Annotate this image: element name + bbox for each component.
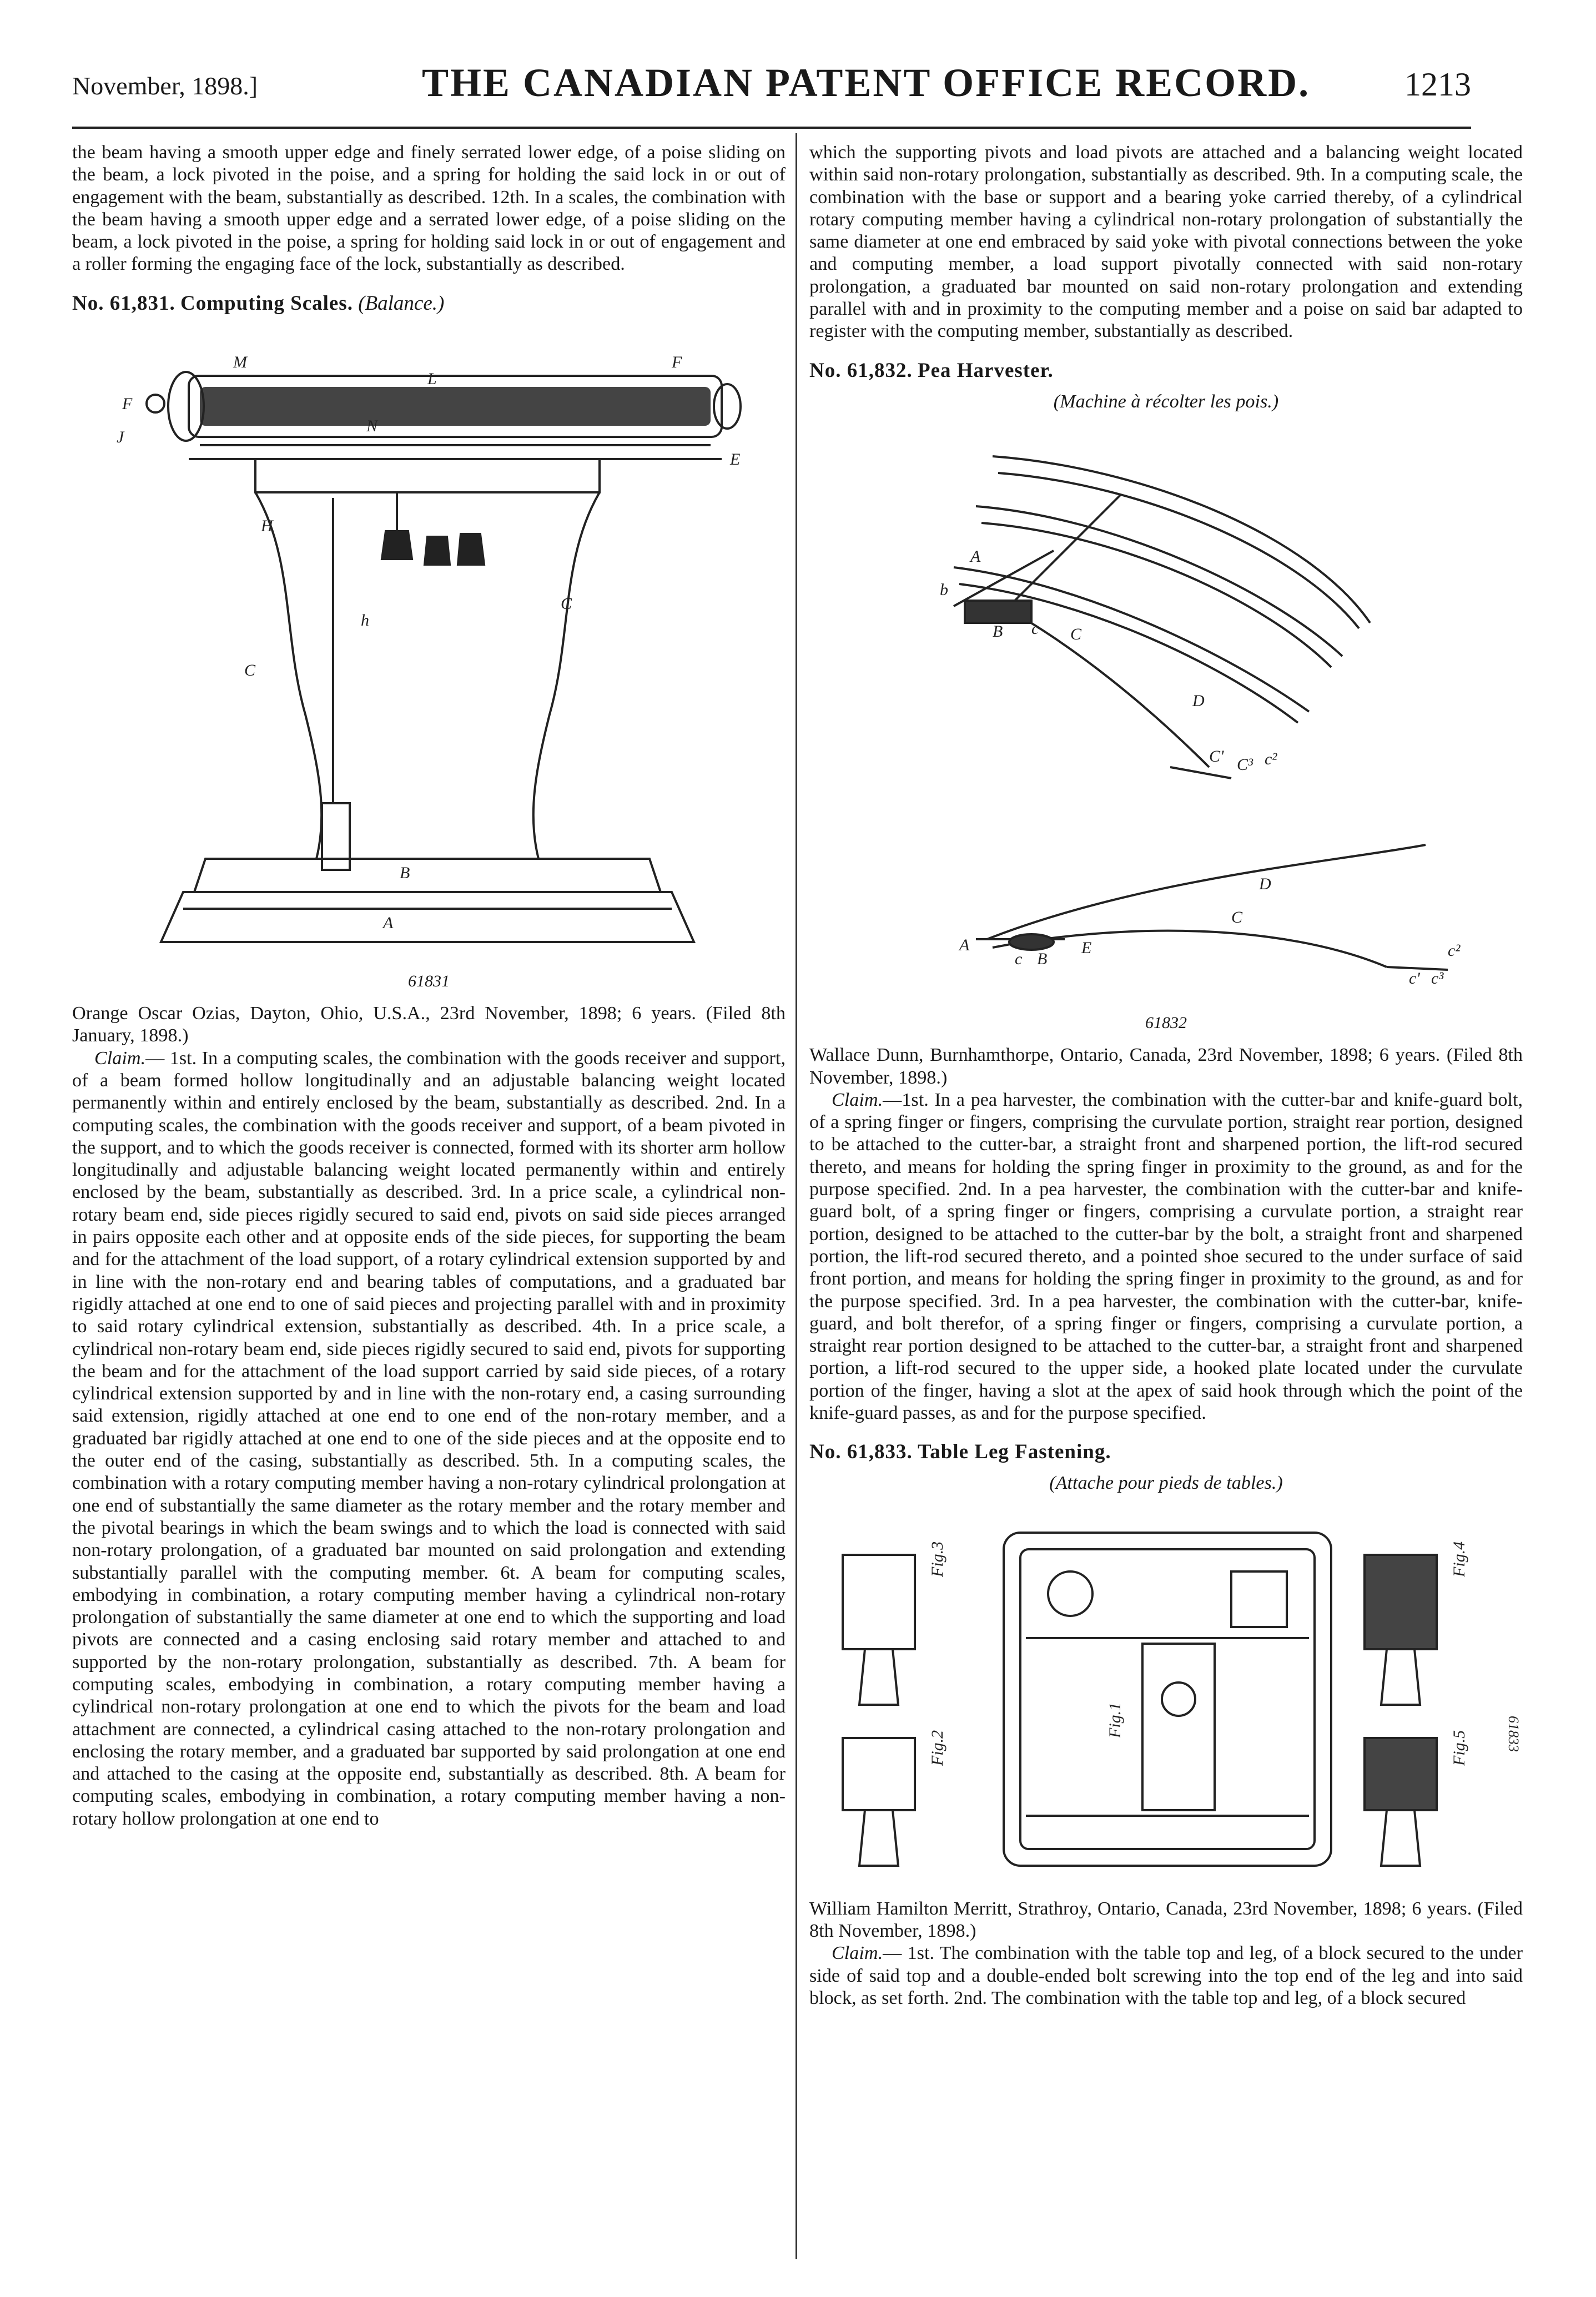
svg-text:E: E <box>1081 938 1092 957</box>
patent-number: No. 61,833. <box>809 1440 913 1464</box>
svg-text:c: c <box>1015 949 1023 968</box>
svg-text:C: C <box>244 661 256 679</box>
inventor-61832: Wallace Dunn, Burnhamthorpe, Ontario, Canada, 23rd November, 1898; 6 years. (Filed 8th November, 1898.) <box>809 1045 1523 1088</box>
svg-text:B: B <box>400 863 410 882</box>
claims-61832 <box>809 1089 1523 1424</box>
column-divider <box>796 133 797 2259</box>
header-date: November, 1898.] <box>72 72 258 100</box>
right-column <box>809 142 1523 2009</box>
svg-text:D: D <box>1259 874 1271 893</box>
svg-text:C³: C³ <box>1237 755 1253 774</box>
claims-61833 <box>809 1942 1523 2009</box>
svg-text:A: A <box>959 935 970 954</box>
fig-label-1: Fig.1 <box>1106 1702 1124 1738</box>
svg-text:J: J <box>117 427 124 446</box>
patent-heading-61832 <box>809 359 1523 383</box>
patent-title: Pea Harvester. <box>917 359 1054 382</box>
fig-label-2: Fig.2 <box>928 1730 946 1766</box>
continued-claim-text-right: which the supporting pivots and load pivots are attached and a balancing weight located within said non-rotary prolongation, substantially as described. 9th. In a computing scale, the combination with the base or support and a bearing yoke carried thereby, of a cylindrical rotary computing member having a cylindrical non-rotary prolongation of substantially the same diameter at one end embraced by said yoke with pivotal connections between the yoke and computing member, a load support pivotally connected with said non-rotary prolongation, a graduated bar mounted on said non-rotary prolongation and extending parallel with and in proximity to the computing member and a poise on said bar adapted to register with the computing member, substantially as described. <box>809 142 1523 342</box>
page-number: 1213 <box>1404 66 1471 103</box>
svg-text:B: B <box>993 622 1003 641</box>
svg-text:C: C <box>561 594 572 613</box>
fig-label-3: Fig.3 <box>928 1541 946 1577</box>
svg-text:A: A <box>970 547 981 566</box>
svg-text:N: N <box>366 416 378 435</box>
header-rule <box>72 127 1471 129</box>
claim-label: Claim. <box>94 1047 146 1069</box>
svg-text:M: M <box>233 352 247 371</box>
header-title: THE CANADIAN PATENT OFFICE RECORD. <box>422 61 1311 105</box>
figure-number-61832: 61832 <box>1145 1013 1187 1032</box>
svg-text:E: E <box>730 450 741 469</box>
left-column <box>72 142 786 1830</box>
claim-label: Claim. <box>832 1943 883 1964</box>
continued-claim-text: the beam having a smooth upper edge and finely serrated lower edge, of a poise sliding on the beam, a lock pivoted in the poise, and a spring for holding the said lock in or out of engagement with the beam, substantially as described. 12th. In a scales, the combination with the beam having a smooth upper edge and a serrated lower edge, of a poise sliding on the beam, a lock pivoted in the poise, a spring for holding said lock in or out of engagement and a roller forming the engaging face of the lock, substantially as described. <box>72 142 786 275</box>
claim-label: Claim. <box>832 1089 883 1110</box>
patent-title: Computing Scales. <box>180 291 353 315</box>
patent-french-title: (Attache pour pieds de tables.) <box>1049 1473 1283 1494</box>
svg-text:F: F <box>122 394 133 413</box>
svg-text:h: h <box>361 611 369 629</box>
svg-text:c': c' <box>1409 969 1420 988</box>
claim-text: — 1st. The combination with the table top and leg, of a block secured to the under side of said top and a double-ended bolt screwing into the top end of the leg and into said block, as set forth. 2nd. The combination with the table top and leg, of a block secured <box>809 1943 1523 2008</box>
claims-61831 <box>72 1047 786 1830</box>
patent-title: Table Leg Fastening. <box>917 1440 1111 1464</box>
svg-text:C': C' <box>1209 747 1224 765</box>
svg-text:c: c <box>1031 619 1039 638</box>
fig-label-5: Fig.5 <box>1450 1730 1468 1766</box>
svg-text:b: b <box>940 580 948 599</box>
claim-text: —1st. In a pea harvester, the combination with the cutter-bar and knife-guard bolt, of a spring finger or fingers, comprising the curvulate portion, straight rear portion, designed to be attached to the cutter-bar, a straight front and sharpened portion, the lift-rod secured thereto, and means for holding the spring finger in proximity to the ground, as and for the purpose specified. 2nd. In a pea harvester, the combination with the cutter-bar and knife-guard bolt, of a spring finger or fingers, comprising a curvulate portion, a straight rear portion, designed to be attached to the cutter-bar by the bolt, a straight front and sharpened portion, the lift-rod secured thereto, and a pointed shoe secured to the under surface of said front portion, and means for holding the spring finger in proximity to the ground, as and for the purpose specified. 3rd. In a pea harvester, the combination with the cutter-bar, knife-guard, and bolt therefor, of a spring finger or fingers, comprising a curvulate portion, a straight rear portion designed to be attached to the cutter-bar, a straight front and sharpened portion, a lift-rod secured to the upper side, a hooked plate located under the curvulate portion of the finger, having a slot at the apex of said hook through which the point of the knife-guard passes, as and for the purpose specified. <box>809 1089 1523 1424</box>
figure-number-61831: 61831 <box>408 971 450 990</box>
svg-text:c³: c³ <box>1431 969 1444 988</box>
figure-number-61833: 61833 <box>1506 1715 1522 1752</box>
patent-number: No. 61,832. <box>809 359 913 382</box>
svg-text:c²: c² <box>1265 749 1277 768</box>
patent-french-title: (Machine à récolter les pois.) <box>1053 391 1279 412</box>
figure-pea-harvester <box>809 423 1523 1034</box>
claim-text: — 1st. In a computing scales, the combination with the goods receiver and support, of a beam formed hollow longitudinally and an adjustable balancing weight located permanently within and entirely enclosed by the beam, substantially as described. 2nd. In a computing scales, the combination with the goods receiver and support, of a beam pivoted in the support, and to which the goods receiver is connected, formed with its shorter arm hollow longitudinally and adjustable balancing weight located permanently within and entirely enclosed by the beam, substantially as described. 3rd. In a price scale, a cylindrical non-rotary beam end, side pieces rigidly secured to said end, pivots on said side pieces arranged in pairs opposite each other and at opposite ends of the side pieces, for supporting the beam and for the attachment of the load support, of a rotary cylindrical extension supported by and in line with the non-rotary end and bearing tables of computations, and a graduated bar rigidly attached at one end to one of said pieces and projecting parallel with and in proximity to said rotary cylindrical extension, substantially as described. 4th. In a price scale, a cylindrical non-rotary beam end, side pieces rigidly secured to said end, pivots for supporting the beam and for the attachment of the load support carried by said side pieces, of a rotary cylindrical extension supported by and in line with the non-rotary end, a casing surrounding said extension, rigidly attached at one end to one end of the non-rotary member, and a graduated bar rigidly attached at one end to one of the side pieces and at the opposite end to the outer end of the casing, substantially as described. 5th. In a computing scales, the combination with a rotary computing member having a non-rotary cylindrical prolongation at one end of substantially the same diameter as the rotary member and the rotary member and the pivotal bearings in which the beam swings and to which the load is connected with said non-rotary prolongation, of a graduated bar mounted on said prolongation and extending substantially parallel with the computing member. 6t. A beam for computing scales, embodying in combination, a rotary computing member having a cylindrical non-rotary prolongation of substantially the same diameter at one end to which the supporting and load pivots are connected and a casing enclosing said rotary member and attached to and supported by the non-rotary prolongation, substantially as described. 7th. A beam for computing scales, embodying in combination, a rotary computing member having a cylindrical non-rotary prolongation at one end to which the pivots for the beam and load attachment are connected, a cylindrical casing attached to the non-rotary prolongation and enclosing the rotary member, and a graduated bar supported by said prolongation at one end and attached to the casing at the opposite end, substantially as described. 8th. A beam for computing scales, embodying in combination, a rotary computing member having a non-rotary hollow prolongation at one end to <box>72 1047 786 1829</box>
computing-scales-illustration <box>72 326 786 970</box>
figure-computing-scales <box>72 326 786 993</box>
patent-heading-61831 <box>72 291 786 316</box>
fig-label-4: Fig.4 <box>1450 1541 1468 1577</box>
figure-table-leg <box>809 1505 1523 1888</box>
page-header <box>72 56 1471 122</box>
svg-text:H: H <box>261 516 273 535</box>
inventor-61831: Orange Oscar Ozias, Dayton, Ohio, U.S.A., 23rd November, 1898; 6 years. (Filed 8th January, 1898.) <box>72 1003 786 1046</box>
svg-text:c²: c² <box>1448 941 1461 960</box>
patent-number: No. 61,831. <box>72 291 175 315</box>
pea-harvester-illustration <box>809 423 1523 1011</box>
patent-heading-61833 <box>809 1440 1523 1464</box>
svg-text:B: B <box>1037 949 1048 968</box>
inventor-61833: William Hamilton Merritt, Strathroy, Ontario, Canada, 23rd November, 1898; 6 years. (Filed 8th November, 1898.) <box>809 1898 1523 1941</box>
svg-text:D: D <box>1192 691 1205 710</box>
svg-text:C: C <box>1231 908 1243 926</box>
svg-text:A: A <box>383 913 394 932</box>
svg-text:F: F <box>672 352 682 371</box>
table-leg-illustration <box>809 1505 1523 1888</box>
patent-french-title: (Balance.) <box>358 291 445 315</box>
svg-text:C: C <box>1070 624 1082 643</box>
svg-text:L: L <box>427 369 437 388</box>
